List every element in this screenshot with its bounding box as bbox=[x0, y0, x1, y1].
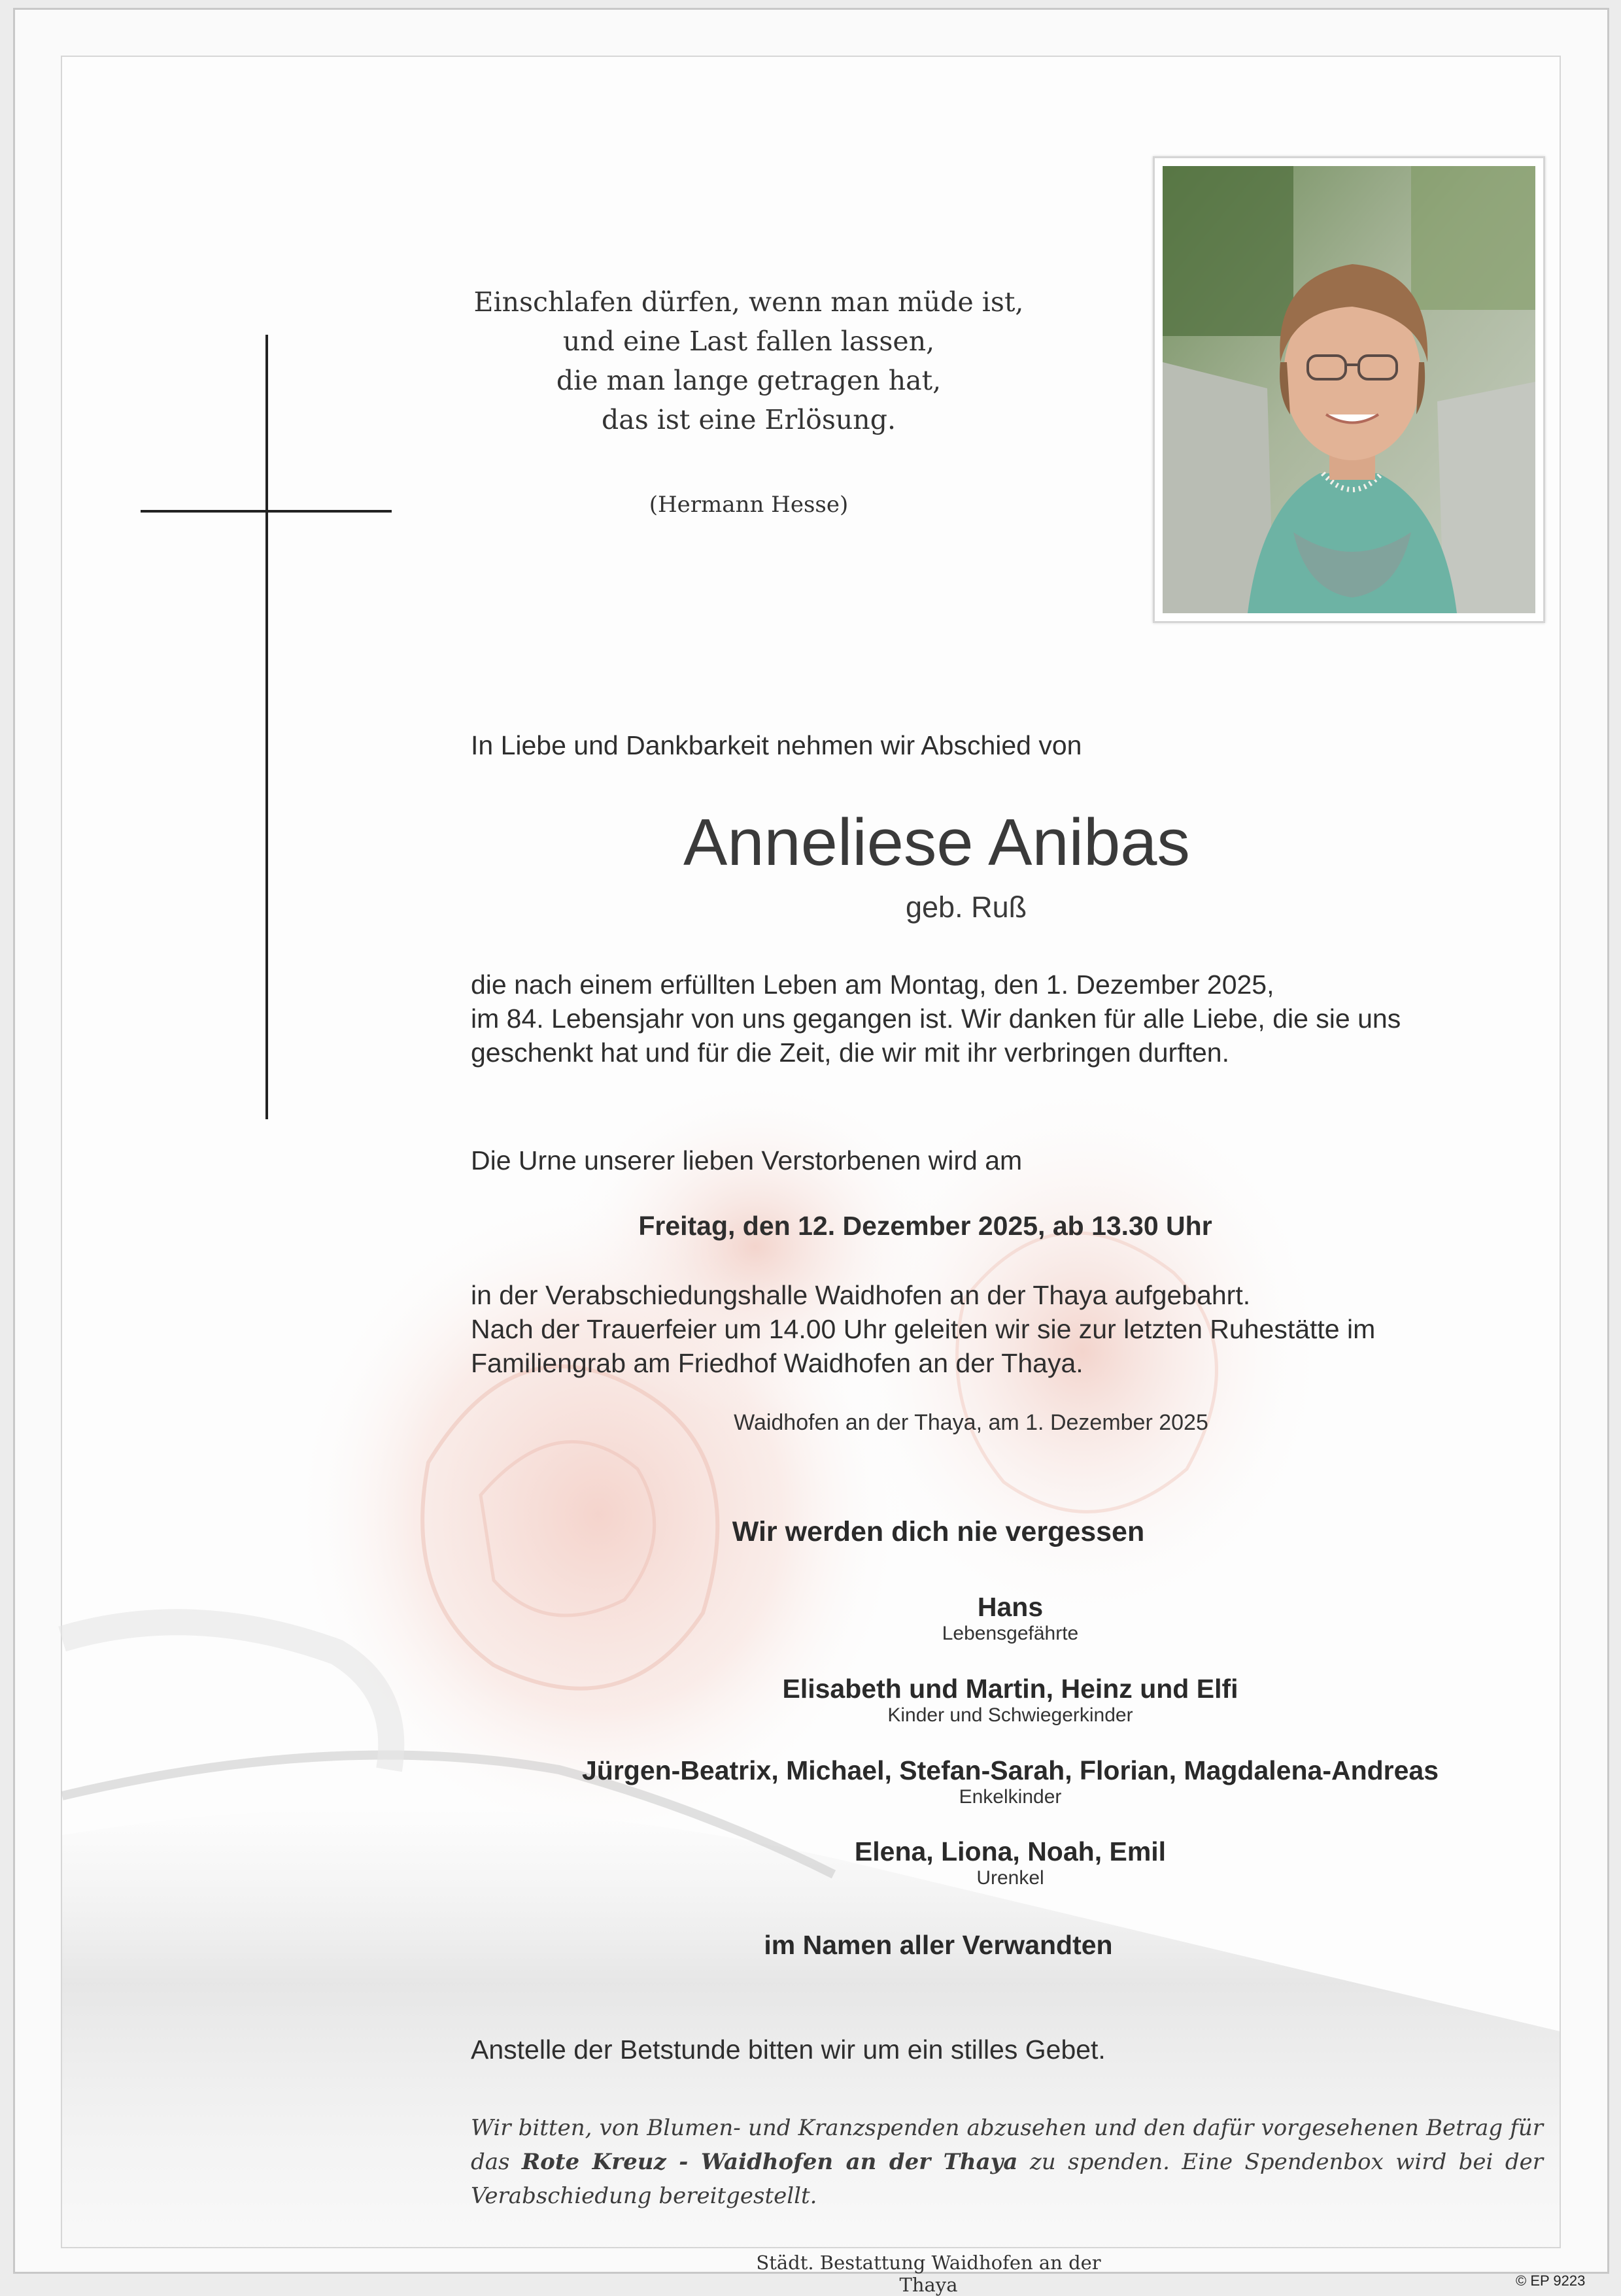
motto: Wir werden dich nie vergessen bbox=[732, 1516, 1145, 1547]
mourner-names: Elisabeth und Martin, Heinz und Elfi bbox=[782, 1674, 1238, 1704]
portrait-photo bbox=[1163, 166, 1535, 613]
donation-text: Wir bitten, von Blumen- und Kranzspenden abzusehen und den dafür vorgesehenen Betrag für das bbox=[471, 2115, 1543, 2175]
mourner-names: Hans bbox=[977, 1592, 1044, 1622]
copyright-mark: © EP 9223 bbox=[1516, 2272, 1586, 2289]
mourner-names: Jürgen-Beatrix, Michael, Stefan-Sarah, Florian, Magdalena-Andreas bbox=[581, 1755, 1439, 1785]
announcement-text bbox=[471, 968, 1550, 1070]
cross-horizontal-bar bbox=[141, 510, 392, 513]
cross-vertical-bar bbox=[265, 335, 268, 1119]
donation-organization: Rote Kreuz - Waidhofen an der Thaya bbox=[521, 2149, 1018, 2175]
ceremony-line: Nach der Trauerfeier um 14.00 Uhr geleiten wir sie zur letzten Ruhestätte im bbox=[471, 1314, 1376, 1344]
urn-intro: Die Urne unserer lieben Verstorbenen wird am bbox=[471, 1145, 1023, 1175]
announcement-line: geschenkt hat und für die Zeit, die wir mit ihr verbringen durften. bbox=[471, 1038, 1229, 1068]
farewell-intro: In Liebe und Dankbarkeit nehmen wir Abschied von bbox=[471, 730, 1082, 760]
ceremony-line: Familiengrab am Friedhof Waidhofen an der Thaya. bbox=[471, 1348, 1084, 1378]
quote-line: und eine Last fallen lassen, bbox=[562, 326, 935, 357]
deceased-name: Anneliese Anibas bbox=[683, 806, 1190, 879]
mourner-role: Enkelkinder bbox=[959, 1786, 1062, 1808]
mourner-group bbox=[481, 1755, 1540, 1808]
funeral-home: Städt. Bestattung Waidhofen an der Thaya bbox=[756, 2252, 1101, 2296]
announcement-line: die nach einem erfüllten Leben am Montag, den 1. Dezember 2025, bbox=[471, 970, 1274, 1000]
donation-note bbox=[471, 2111, 1543, 2213]
ceremony-text bbox=[471, 1278, 1550, 1380]
announcement-line: im 84. Lebensjahr von uns gegangen ist. Wir danken für alle Liebe, die sie uns bbox=[471, 1004, 1401, 1034]
place-date: Waidhofen an der Thaya, am 1. Dezember 2025 bbox=[734, 1410, 1208, 1435]
quote-author: (Hermann Hesse) bbox=[649, 492, 849, 518]
quote-line: die man lange getragen hat, bbox=[556, 365, 942, 396]
mourner-role: Kinder und Schwiegerkinder bbox=[887, 1704, 1133, 1726]
mourner-group bbox=[481, 1836, 1540, 1889]
quote-line: Einschlafen dürfen, wenn man müde ist, bbox=[473, 286, 1024, 318]
urn-date: Freitag, den 12. Dezember 2025, ab 13.30 Uhr bbox=[638, 1211, 1212, 1241]
mourner-names: Elena, Liona, Noah, Emil bbox=[854, 1836, 1167, 1866]
prayer-request: Anstelle der Betstunde bitten wir um ein stilles Gebet. bbox=[471, 2034, 1106, 2065]
ceremony-line: in der Verabschiedungshalle Waidhofen an der Thaya aufgebahrt. bbox=[471, 1280, 1251, 1310]
portrait-photo-frame bbox=[1153, 156, 1545, 623]
mourner-group bbox=[481, 1674, 1540, 1727]
mourner-role: Lebensgefährte bbox=[942, 1623, 1079, 1644]
relatives-line: im Namen aller Verwandten bbox=[764, 1930, 1113, 1960]
mourner-role: Urenkel bbox=[976, 1867, 1044, 1889]
mourner-group bbox=[481, 1592, 1540, 1645]
birth-name: geb. Ruß bbox=[906, 890, 1027, 924]
quote-line: das ist eine Erlösung. bbox=[602, 404, 896, 435]
donation-text: zu spenden. Eine Spendenbox wird bei der Verabschiedung bereitgestellt. bbox=[471, 2149, 1543, 2209]
quote-text bbox=[464, 282, 1033, 439]
